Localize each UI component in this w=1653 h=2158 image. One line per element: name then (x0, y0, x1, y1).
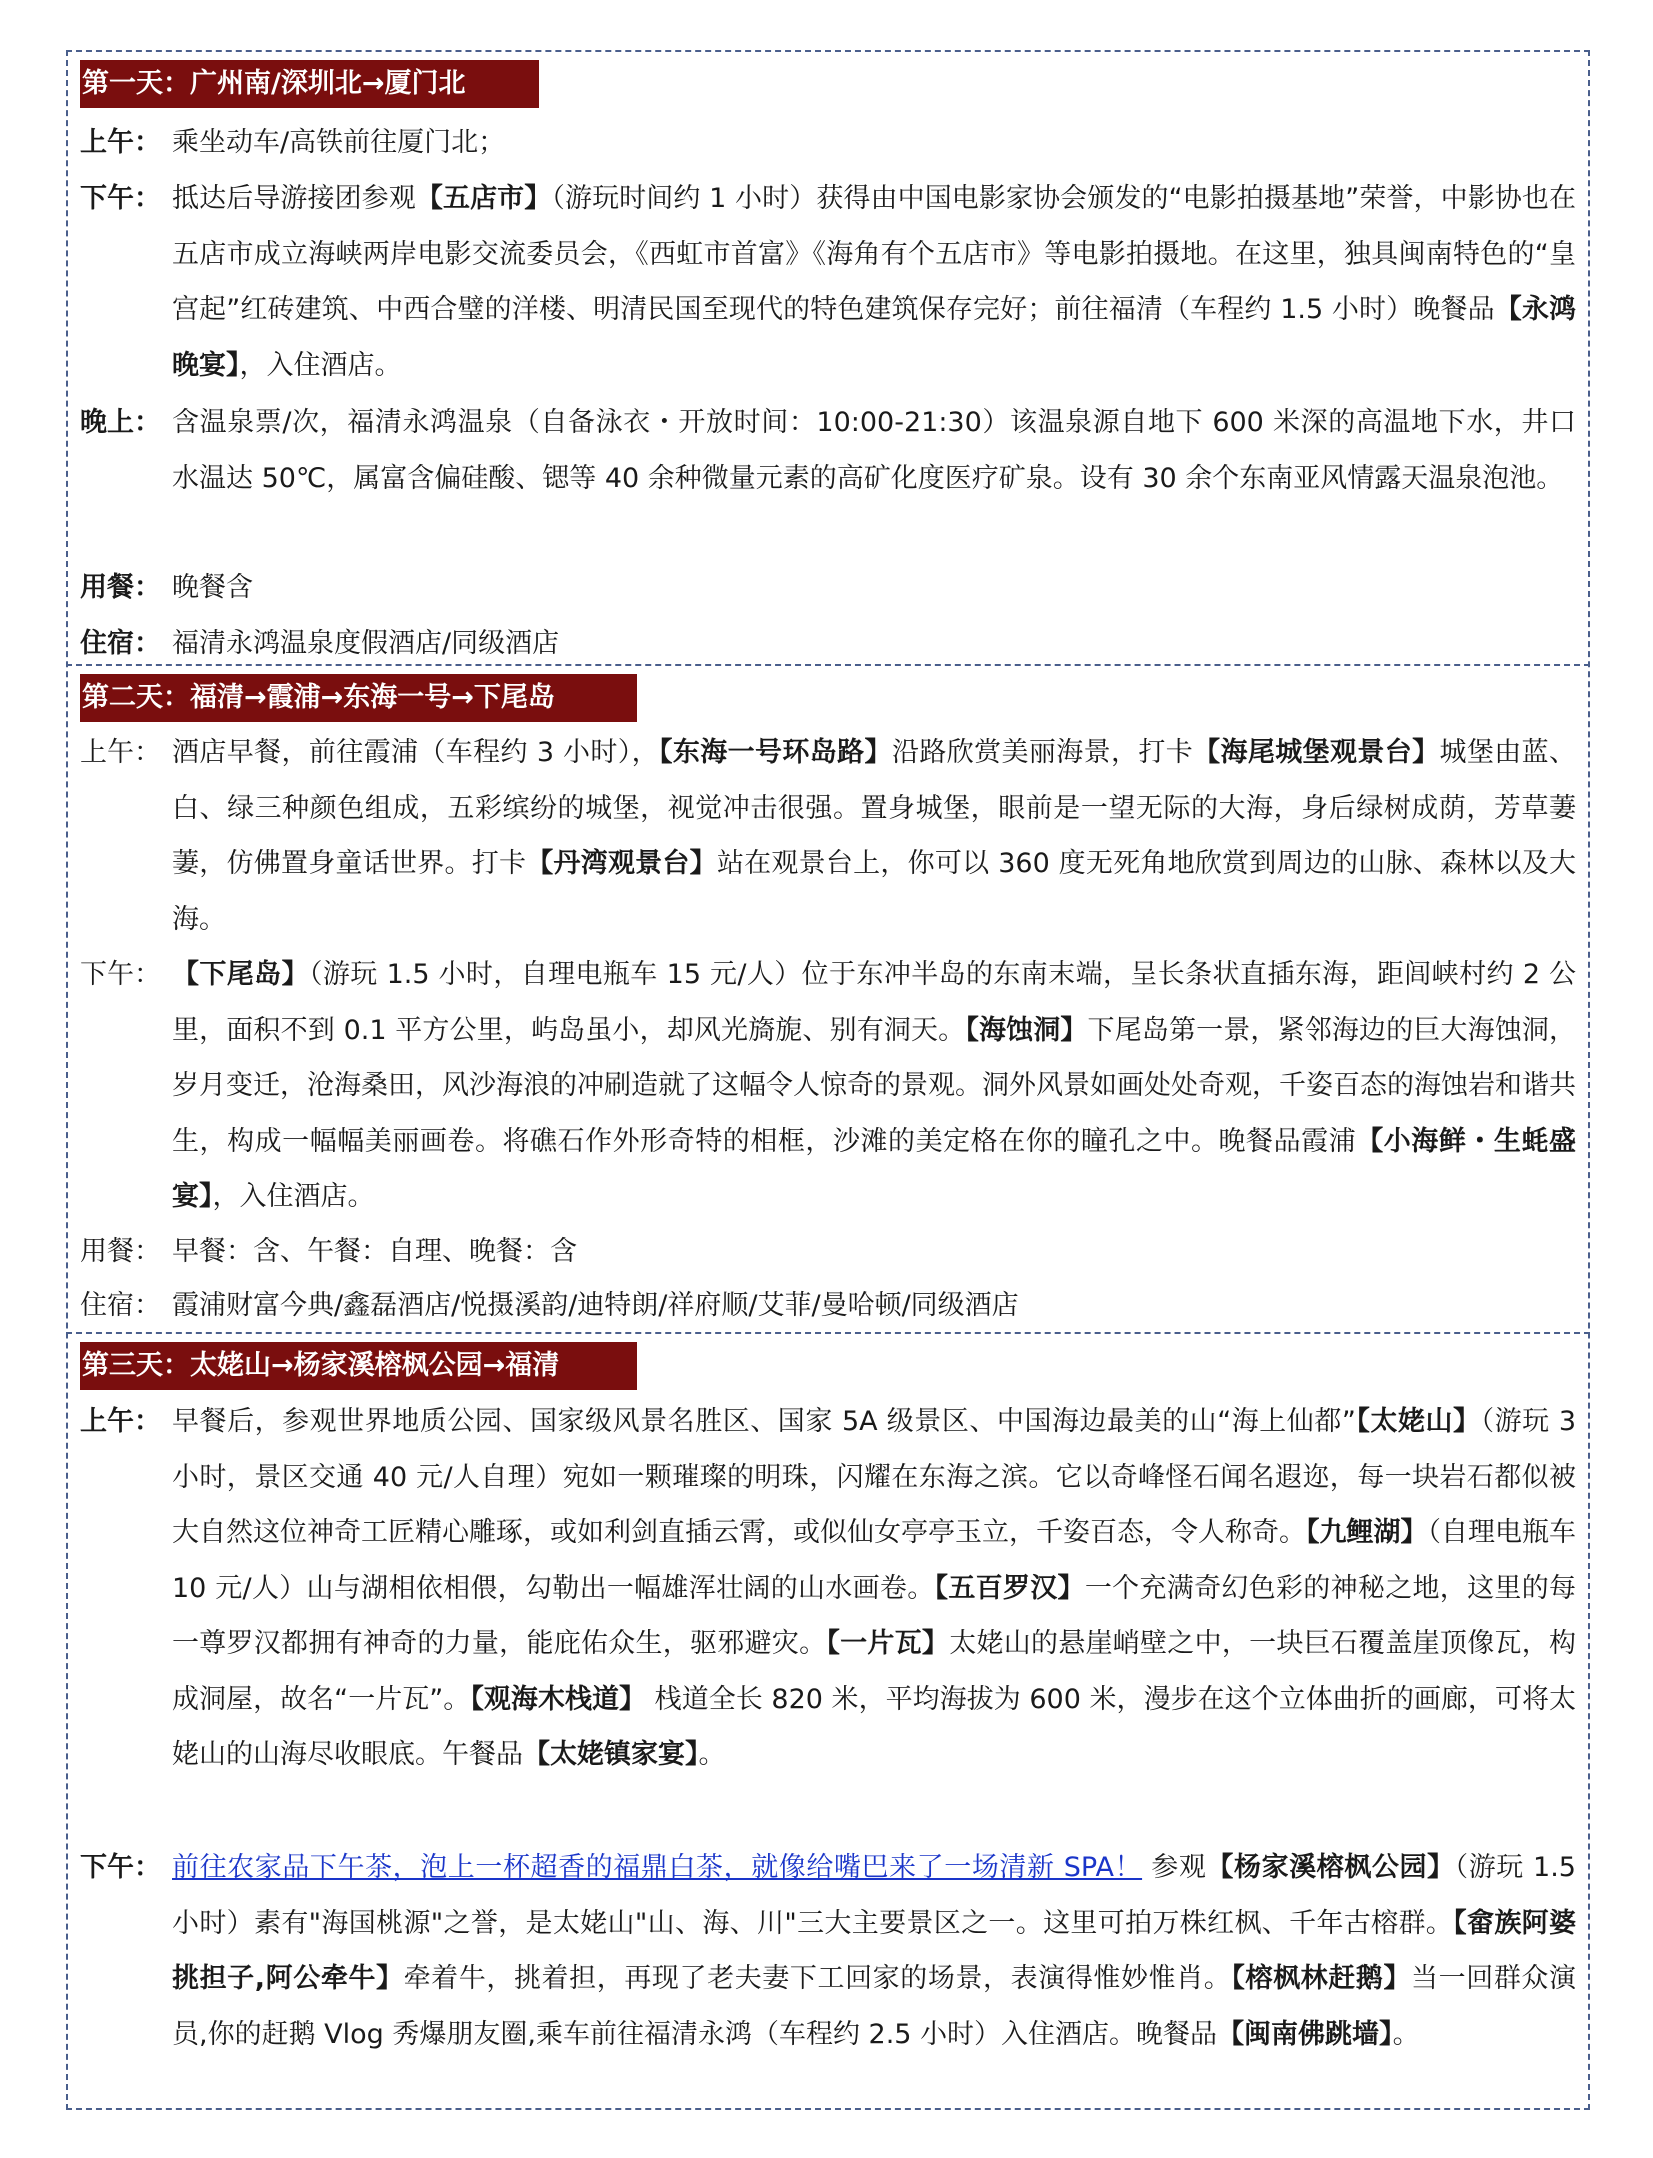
row-text (172, 1278, 1576, 1334)
highlight-spot: 【五百罗汉】 (934, 1572, 1085, 1604)
text-run: （游玩 1.5 小时）素有"海国桃源"之誉，是太姥山"山、海、川"三大主要景区之一。这里可拍万株红枫、千年古榕群。 (172, 1852, 1576, 1939)
day-3-section (66, 1334, 1590, 2110)
highlight-spot: 【海蚀洞】 (965, 1014, 1088, 1046)
row-text (172, 1224, 1576, 1280)
day-1-meals-row (80, 560, 1576, 616)
highlight-spot: 【观海木栈道】 (470, 1683, 647, 1715)
highlight-spot: 【杨家溪榕枫公园】 (1206, 1852, 1455, 1883)
highlight-spot: 【闽南佛跳墙】 (1217, 2018, 1393, 2050)
text-run: 。 (1392, 2018, 1420, 2050)
highlight-spot: 【永鸿晚宴】 (172, 294, 1577, 381)
day-1-morning-row (80, 115, 1576, 171)
highlight-spot: 【下尾岛】 (172, 959, 309, 990)
text-run: 霞浦财富今典/鑫磊酒店/悦摄溪韵/迪特朗/祥府顺/艾菲/曼哈顿/同级酒店 (172, 1290, 1019, 1321)
text-run: 酒店早餐，前往霞浦（车程约 3 小时）， (172, 737, 660, 768)
highlight-spot: 【九鲤湖】 (1306, 1517, 1428, 1548)
row-label: 下午： (80, 1852, 161, 1883)
highlight-spot: 【一片瓦】 (826, 1628, 950, 1659)
text-run: 站在观景台上，你可以 360 度无死角地欣赏到周边的山脉、森林以及大海。 (172, 848, 1577, 935)
row-label: 住宿： (80, 628, 161, 659)
day-1-afternoon-row (80, 171, 1576, 395)
day-1-title: 第一天：广州南/深圳北→厦门北 (80, 60, 539, 108)
text-run: （自理电瓶车 10 元/人）山与湖相依相偎，勾勒出一幅雄浑壮阔的山水画卷。 (172, 1517, 1576, 1604)
row-label: 住宿： (80, 1290, 161, 1321)
row-text (172, 725, 1576, 947)
text-run: ，入住酒店。 (212, 1181, 375, 1212)
text-run: 当一回群众演员,你的赶鹅 Vlog 秀爆朋友圈,乘车前往福清永鸿（车程约 2.5 小时）入住酒店。晚餐品 (172, 1963, 1577, 2050)
highlight-spot: 【丹湾观景台】 (526, 848, 717, 879)
text-run: 参观 (1142, 1852, 1207, 1883)
highlight-spot: 【五店市】 (415, 183, 552, 214)
row-text (172, 1394, 1576, 1783)
row-label: 晚上： (80, 407, 161, 438)
row-label: 下午： (80, 959, 161, 990)
text-run: 栈道全长 820 米，平均海拔为 600 米，漫步在这个立体曲折的画廊，可将太姥山的山海尽收眼底。午餐品 (172, 1683, 1577, 1770)
row-label: 下午： (80, 183, 161, 214)
day-2-meals-row (80, 1224, 1576, 1280)
row-label: 上午： (80, 1406, 161, 1437)
text-run: 下尾岛第一景，紧邻海边的巨大海蚀洞，岁月变迁，沧海桑田，风沙海浪的冲刷造就了这幅令人惊奇的景观。洞外风景如画处处奇观，千姿百态的海蚀岩和谐共生，构成一幅幅美丽画卷。将礁石作外形奇特的相框，沙滩的美定格在你的瞳孔之中。晚餐品霞浦 (172, 1014, 1577, 1157)
highlight-spot: 【太姥镇家宴】 (523, 1739, 699, 1770)
day-1-section (66, 52, 1590, 664)
text-run: 抵达后导游接团参观 (172, 183, 416, 214)
day-2-title: 第二天：福清→霞浦→东海一号→下尾岛 (80, 674, 637, 722)
text-run: （游玩 1.5 小时，自理电瓶车 15 元/人）位于东冲半岛的东南末端，呈长条状直插东海，距闾峡村约 2 公里，面积不到 0.1 平方公里，屿岛虽小，却风光旖旎、别有洞天。 (172, 959, 1576, 1046)
row-label: 上午： (80, 737, 161, 768)
highlight-spot: 【榕枫林赶鹅】 (1231, 1963, 1412, 1994)
row-text (172, 395, 1576, 506)
row-text (172, 1840, 1576, 2062)
text-run: ，入住酒店。 (239, 349, 402, 381)
highlight-spot: 【小海鲜・生蚝盛宴】 (172, 1125, 1576, 1212)
text-run: 太姥山的悬崖峭壁之中，一块巨石覆盖崖顶像瓦，构成洞屋，故名“一片瓦”。 (172, 1628, 1577, 1715)
row-text (172, 560, 1576, 616)
text-run: 。 (698, 1739, 726, 1770)
highlight-spot: 【太姥山】 (1355, 1406, 1481, 1437)
text-run: 沿路欣赏美丽海景，打卡 (891, 737, 1194, 768)
text-run: （游玩 3 小时，景区交通 40 元/人自理）宛如一颗璀璨的明珠，闪耀在东海之滨。它以奇峰怪石闻名遐迩，每一块岩石都似被大自然这位神奇工匠精心雕琢，或如利剑直插云霄，或似仙女亭亭玉立，千姿百态，令人称奇。 (172, 1406, 1577, 1548)
day-1-evening-row (80, 395, 1576, 563)
highlight-spot: 【海尾城堡观景台】 (1193, 737, 1440, 768)
text-run: 早餐后，参观世界地质公园、国家级风景名胜区、国家 5A 级景区、中国海边最美的山“海上仙都” (172, 1406, 1356, 1437)
text-run: 福清永鸿温泉度假酒店/同级酒店 (172, 628, 560, 659)
row-text (172, 115, 1576, 171)
highlight-spot: 【东海一号环岛路】 (659, 737, 892, 768)
afternoon-tea-link[interactable]: 前往农家品下午茶，泡上一杯超香的福鼎白茶，就像给嘴巴来了一场清新 SPA！ (172, 1852, 1143, 1883)
text-run: 城堡由蓝、白、绿三种颜色组成，五彩缤纷的城堡，视觉冲击很强。置身城堡，眼前是一望无际的大海，身后绿树成荫，芳草萋萋，仿佛置身童话世界。打卡 (172, 737, 1577, 879)
text-run: 牵着牛，挑着担，再现了老夫妻下工回家的场景，表演得惟妙惟肖。 (403, 1963, 1232, 1994)
day-3-title: 第三天：太姥山→杨家溪榕枫公园→福清 (80, 1342, 637, 1390)
day-2-lodging-row (80, 1278, 1576, 1334)
text-run: 早餐：含、午餐：自理、晚餐：含 (172, 1236, 577, 1267)
text-run: 乘坐动车/高铁前往厦门北； (172, 127, 506, 158)
text-run: 含温泉票/次，福清永鸿温泉（自备泳衣・开放时间：10:00-21:30）该温泉源自地下 600 米深的高温地下水，井口水温达 50℃，属富含偏硅酸、锶等 40 余种微量元素的高矿化度医疗矿泉。设有 30 余个东南亚风情露天温泉泡池。 (172, 407, 1576, 494)
day-2-section (66, 666, 1590, 1332)
text-run: 晚餐含 (172, 572, 253, 603)
row-label: 上午： (80, 127, 161, 158)
day-2-morning-row (80, 725, 1576, 949)
row-label: 用餐： (80, 572, 161, 603)
text-run: 一个充满奇幻色彩的神秘之地，这里的每一尊罗汉都拥有神奇的力量，能庇佑众生，驱邪避灾。 (172, 1572, 1577, 1659)
row-label: 用餐： (80, 1236, 161, 1267)
text-run: （游玩时间约 1 小时）获得由中国电影家协会颁发的“电影拍摄基地”荣誉，中影协也在五店市成立海峡两岸电影交流委员会，《西虹市首富》《海角有个五店市》等电影拍摄地。在这里，独具闽南特色的“皇宫起”红砖建筑、中西合璧的洋楼、明清民国至现代的特色建筑保存完好；前往福清（车程约 1.5 小时）晚餐品 (172, 183, 1577, 325)
row-text (172, 171, 1576, 393)
highlight-spot: 【畲族阿婆挑担子,阿公牵牛】 (172, 1907, 1577, 1994)
day-3-morning-row (80, 1394, 1576, 1842)
row-text (172, 947, 1576, 1225)
day-3-afternoon-row (80, 1840, 1576, 2096)
day-2-afternoon-row (80, 947, 1576, 1227)
